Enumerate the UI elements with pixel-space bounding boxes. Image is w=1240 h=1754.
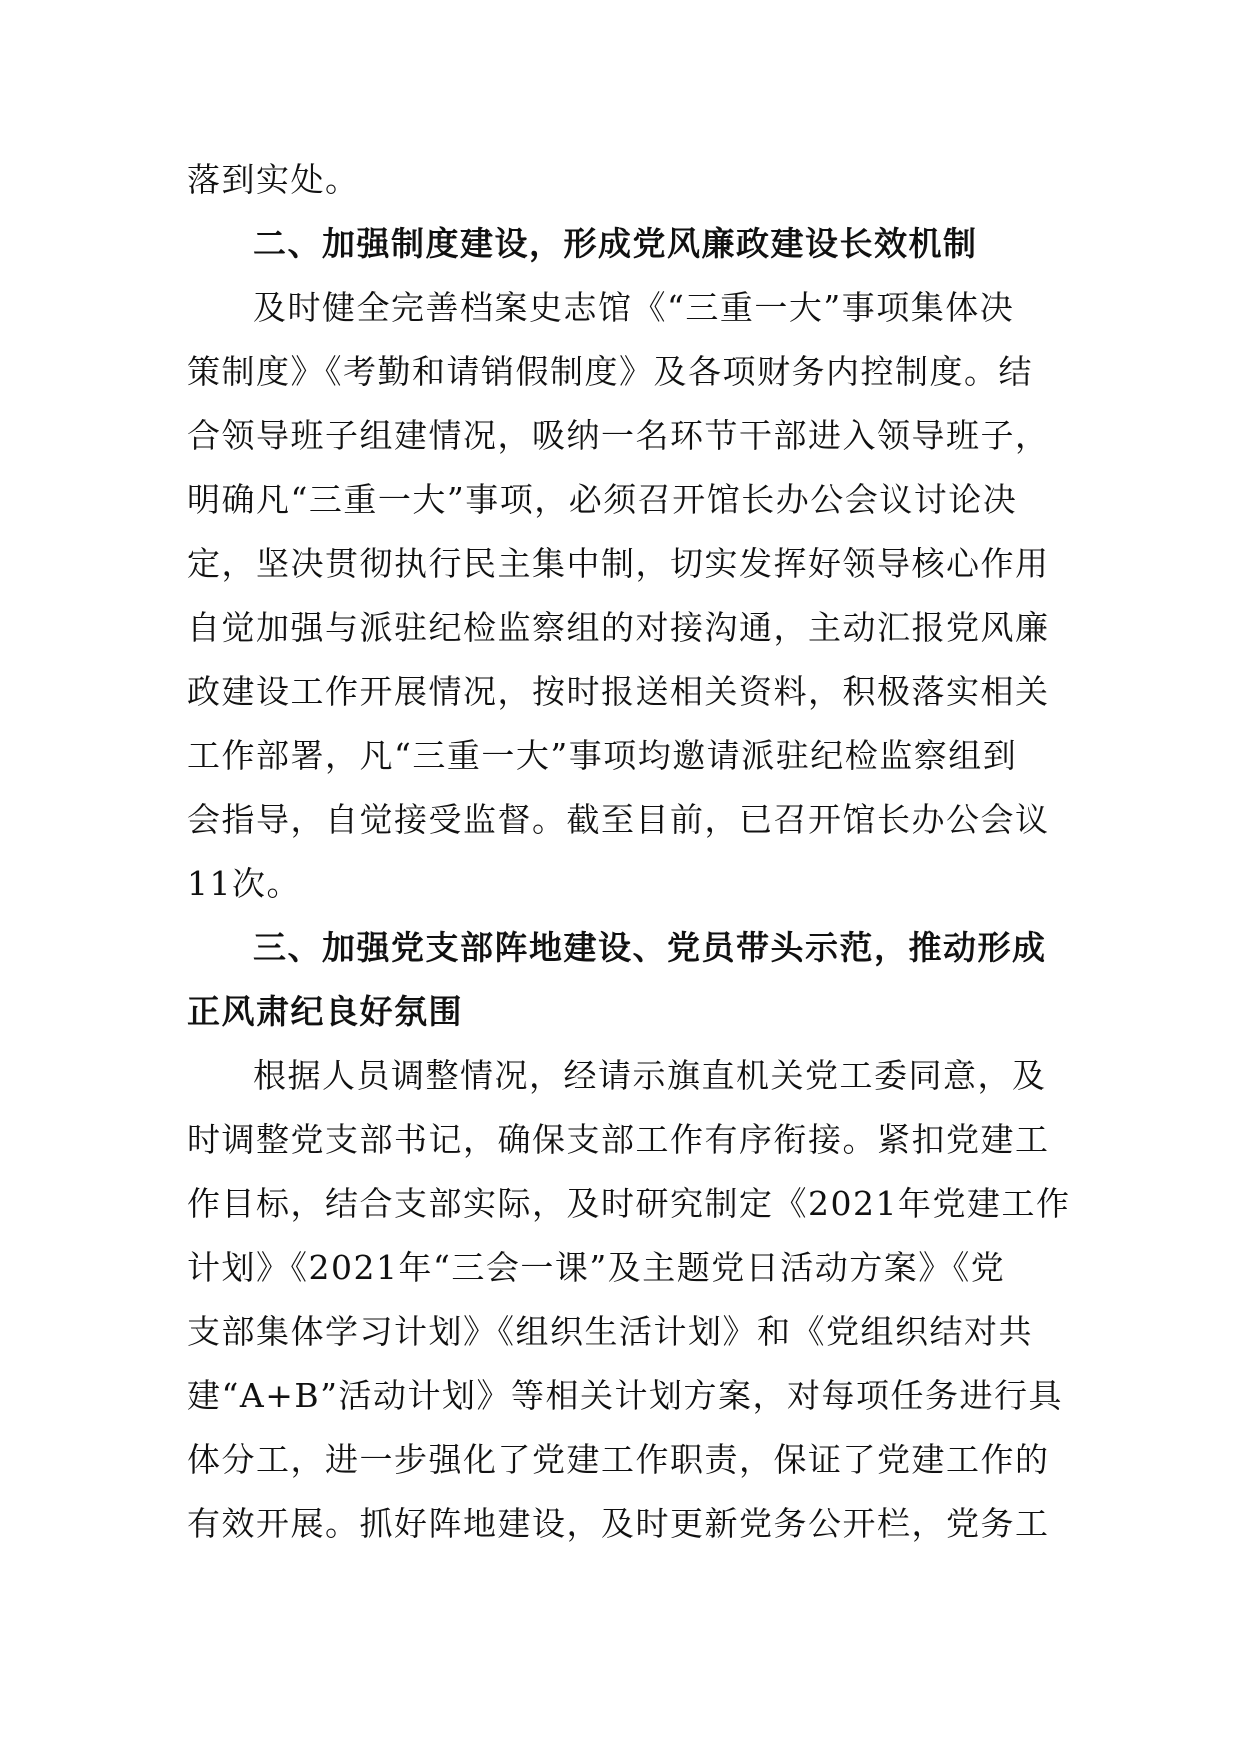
body-text-line: 定，坚决贯彻执行民主集中制，切实发挥好领导核心作用	[187, 544, 1050, 583]
body-text-line: 时调整党支部书记，确保支部工作有序衔接。紧扣党建工	[187, 1120, 1050, 1159]
body-text-line: 作目标，结合支部实际，及时研究制定《2021年党建工作	[187, 1184, 1071, 1223]
body-text-line: 有效开展。抓好阵地建设，及时更新党务公开栏，党务工	[187, 1504, 1050, 1543]
body-text-line: 合领导班子组建情况，吸纳一名环节干部进入领导班子，	[187, 416, 1050, 455]
body-text-line: 计划》《2021年“三会一课”及主题党日活动方案》《党	[187, 1248, 1006, 1287]
body-text-line: 政建设工作开展情况，按时报送相关资料，积极落实相关	[187, 672, 1050, 711]
section-heading-3: 三、加强党支部阵地建设、党员带头示范，推动形成	[253, 928, 1047, 967]
body-text-line: 体分工，进一步强化了党建工作职责，保证了党建工作的	[187, 1440, 1050, 1479]
body-text-line: 支部集体学习计划》《组织生活计划》和《党组织结对共	[187, 1312, 1033, 1351]
body-text-line: 建“A+B”活动计划》等相关计划方案，对每项任务进行具	[187, 1376, 1063, 1415]
body-text-line: 工作部署，凡“三重一大”事项均邀请派驻纪检监察组到	[187, 736, 1018, 775]
body-text-line: 明确凡“三重一大”事项，必须召开馆长办公会议讨论决	[187, 480, 1018, 519]
body-text-line: 根据人员调整情况，经请示旗直机关党工委同意，及	[253, 1056, 1047, 1095]
body-text-line: 及时健全完善档案史志馆《“三重一大”事项集体决	[253, 288, 1015, 327]
body-text-line: 策制度》《考勤和请销假制度》及各项财务内控制度。结	[187, 352, 1033, 391]
section-heading-2: 二、加强制度建设，形成党风廉政建设长效机制	[253, 224, 978, 263]
body-text-line: 会指导，自觉接受监督。截至目前，已召开馆长办公会议	[187, 800, 1050, 839]
body-text-line: 自觉加强与派驻纪检监察组的对接沟通，主动汇报党风廉	[187, 608, 1050, 647]
section-heading-3-continued: 正风肃纪良好氛围	[187, 992, 463, 1031]
body-text-line: 落到实处。	[187, 160, 360, 199]
body-text-line: 11次。	[187, 864, 301, 903]
